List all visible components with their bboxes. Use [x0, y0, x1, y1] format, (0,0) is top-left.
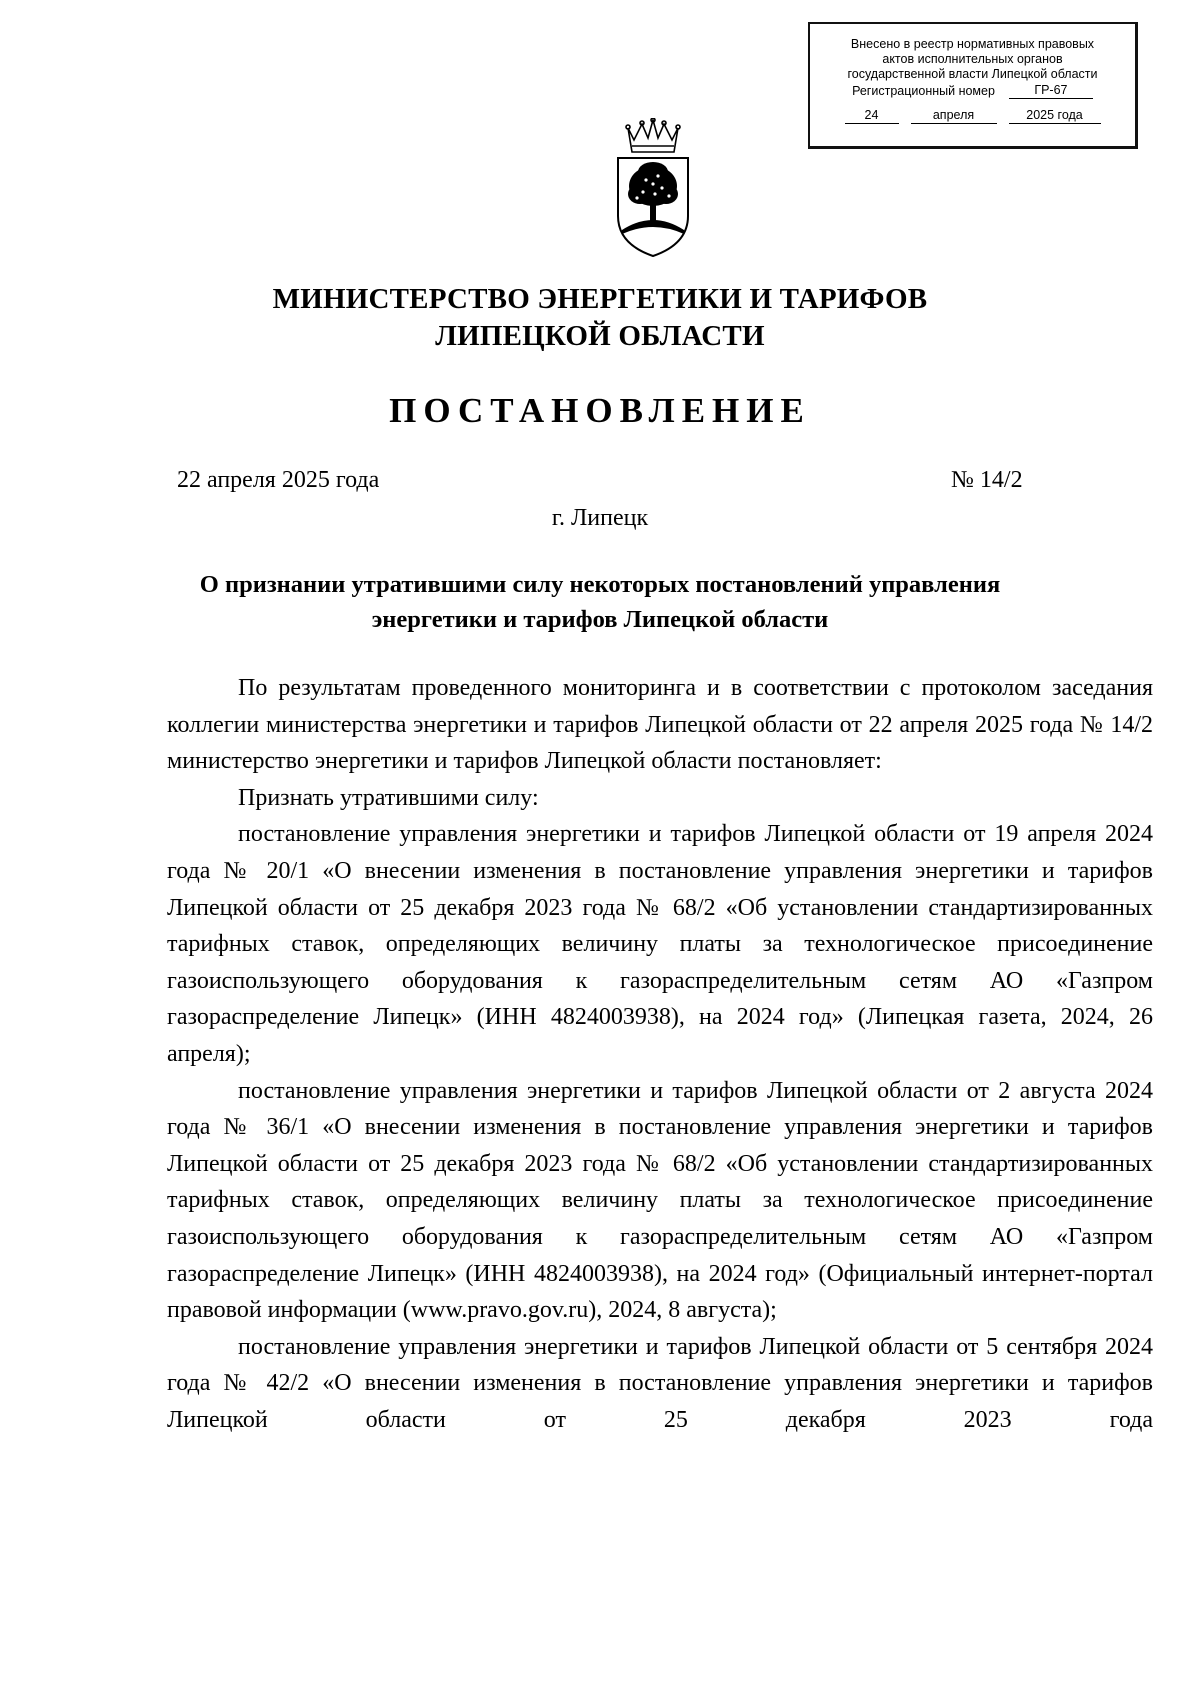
stamp-line-1: Внесено в реестр нормативных правовых: [850, 37, 1095, 51]
document-date: 22 апреля 2025 года: [177, 467, 380, 493]
stamp-registration-number: ГР-67: [1009, 83, 1093, 99]
document-number: № 14/2: [951, 467, 1023, 493]
stamp-date-row: [810, 108, 1135, 124]
stamp-line-3: государственной власти Липецкой области: [847, 67, 1098, 81]
document-type: ПОСТАНОВЛЕНИЕ: [389, 391, 811, 430]
document-subject: [0, 567, 1200, 637]
stamp-registration-row: [810, 83, 1135, 99]
stamp-registration-label: Регистрационный номер: [852, 84, 995, 98]
ministry-name: [0, 281, 1200, 355]
subject-line-1: О признании утратившими силу некоторых постановлений управления: [199, 571, 1001, 598]
body-paragraph-intro: По результатам проведенного мониторинга и в соответствии с протоколом заседания коллегии министерства энергетики и тарифов Липецкой области от 22 апреля 2025 года № 14/2 министерство энергетики и тарифов Липецкой области постановляет:: [167, 675, 1153, 775]
body-paragraph-item-3: постановление управления энергетики и тарифов Липецкой области от 5 сентября 2024 года № 42/2 «О внесении изменения в постановление управления энергетики и тарифов Липецкой области от 25 декабря 2023 года: [167, 1333, 1153, 1433]
coat-of-arms-emblem: [612, 118, 694, 260]
stamp-year: 2025 года: [1009, 108, 1101, 124]
body-paragraph-item-1: постановление управления энергетики и тарифов Липецкой области от 19 апреля 2024 года № 20/1 «О внесении изменения в постановление управления энергетики и тарифов Липецкой области от 25 декабря 2023 года № 68/2 «Об установлении стандартизированных тарифных ставок, определяющих величину платы за технологическое присоединение газоиспользующего оборудования к газораспределительным сетям АО «Газпром газораспределение Липецк» (ИНН 4824003938), на 2024 год» (Липецкая газета, 2024, 26 апреля);: [167, 821, 1153, 1067]
subject-line-2: энергетики и тарифов Липецкой области: [371, 606, 829, 633]
stamp-line-2: актов исполнительных органов: [882, 52, 1063, 66]
document-body: [167, 670, 1153, 1438]
ministry-name-line-1: МИНИСТЕРСТВО ЭНЕРГЕТИКИ И ТАРИФОВ: [272, 283, 928, 315]
registry-stamp: [808, 22, 1138, 149]
ministry-name-line-2: ЛИПЕЦКОЙ ОБЛАСТИ: [435, 320, 765, 352]
document-city: г. Липецк: [551, 505, 649, 531]
body-paragraph-recognize: Признать утратившими силу:: [238, 784, 539, 811]
stamp-month: апреля: [911, 108, 997, 124]
stamp-day: 24: [845, 108, 899, 124]
body-paragraph-item-2: постановление управления энергетики и тарифов Липецкой области от 2 августа 2024 года № 36/1 «О внесении изменения в постановление управления энергетики и тарифов Липецкой области от 25 декабря 2023 года № 68/2 «Об установлении стандартизированных тарифных ставок, определяющих величину платы за технологическое присоединение газоиспользующего оборудования к газораспределительным сетям АО «Газпром газораспределение Липецк» (ИНН 4824003938), на 2024 год» (Официальный интернет-портал правовой информации (www.pravo.gov.ru), 2024, 8 августа);: [167, 1077, 1153, 1324]
